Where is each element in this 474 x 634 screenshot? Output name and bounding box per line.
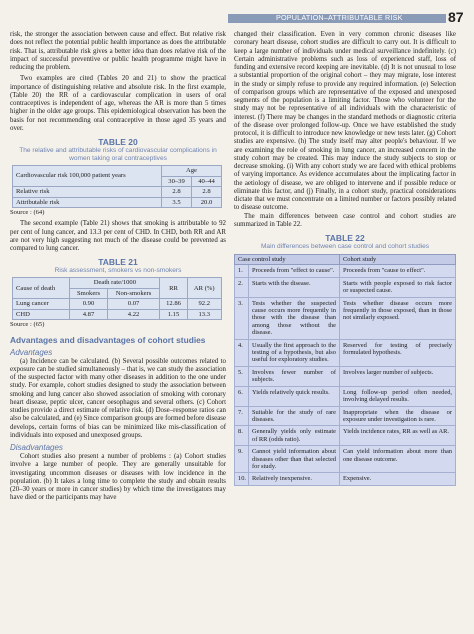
table-row bbox=[13, 166, 222, 177]
table-header: Death rate/1000 bbox=[70, 278, 160, 289]
paragraph: Two examples are cited (Tables 20 and 21) to show the practical importance of distinguishing relative and absolute risk. In the first example, (Table 20) the RR of a cardiovascular complication in users of oral contraceptives is independent of age, whereas the AR is more than 5 times higher in the older age groups. This epidemiological observation has been the basis for not recommending oral contraceptive in those aged 35 years and over. bbox=[10, 75, 226, 132]
table-row bbox=[13, 309, 222, 320]
table-cell: Tests whether the suspected cause occurs more frequently in those with the disease than among those without the disease. bbox=[249, 297, 340, 339]
running-header bbox=[0, 0, 474, 26]
table-20-source: Source : (64) bbox=[10, 209, 45, 216]
table-cell: Starts with the disease. bbox=[249, 277, 340, 297]
table-21-caption: Risk assessment, smokers vs non-smokers bbox=[54, 267, 182, 275]
table-row bbox=[13, 278, 222, 289]
table-cell: Suitable for the study of rare diseases. bbox=[249, 406, 340, 426]
table-20-caption: The relative and attributable risks of cardiovascular complications in women taking oral contraceptives bbox=[19, 147, 217, 162]
table-cell: Attributable risk bbox=[13, 197, 162, 208]
table-cell: 20.0 bbox=[192, 197, 222, 208]
table-22-caption: Main differences between case control and cohort studies bbox=[260, 243, 430, 250]
table-header: 30–39 bbox=[162, 176, 192, 187]
table-cell: Expensive. bbox=[340, 473, 456, 485]
row-number: 3. bbox=[235, 297, 249, 339]
table-cell: Proceeds from "cause to effect". bbox=[340, 265, 456, 277]
table-cell: 4.87 bbox=[70, 309, 107, 320]
table-21-title: TABLE 21 bbox=[98, 257, 138, 268]
table-header: Cause of death bbox=[13, 278, 70, 299]
table-20 bbox=[12, 165, 222, 208]
table-header: Smokers bbox=[70, 288, 107, 299]
table-row bbox=[13, 197, 222, 208]
table-row bbox=[13, 187, 222, 198]
table-cell: Lung cancer bbox=[13, 299, 70, 310]
table-header: 40–44 bbox=[192, 176, 222, 187]
table-cell: 0.07 bbox=[107, 299, 160, 310]
table-cell: Long follow-up period often needed, involving delayed results. bbox=[340, 386, 456, 406]
table-cell: Can yield information about more than one disease outcome. bbox=[340, 446, 456, 473]
table-20-title: TABLE 20 bbox=[98, 137, 138, 147]
table-row bbox=[235, 446, 456, 473]
table-header: Age bbox=[162, 166, 222, 177]
table-header: AR (%) bbox=[187, 278, 221, 299]
table-row bbox=[235, 255, 456, 265]
table-cell: CHD bbox=[13, 309, 70, 320]
table-cell: 0.90 bbox=[70, 299, 107, 310]
paragraph: risk, the stronger the association between cause and effect. But relative risk does not reflect the potential public health importance as does the attributable risk. That is, attributable risk gives a better idea than does relative risk of the impact of successful preventive or public health programme might have in reducing the problem. bbox=[10, 31, 226, 71]
row-number: 7. bbox=[235, 406, 249, 426]
row-number: 5. bbox=[235, 366, 249, 386]
row-number: 2. bbox=[235, 277, 249, 297]
table-header: RR bbox=[160, 278, 187, 299]
table-cell: Cardiovascular risk 100,000 patient years bbox=[13, 166, 162, 187]
table-22-title: TABLE 22 bbox=[325, 233, 365, 243]
table-cell: Generally yields only estimate of RR (odds ratio). bbox=[249, 426, 340, 446]
table-header: Cohort study bbox=[340, 255, 456, 265]
table-cell: Usually the first approach to the testing of a hypothesis, but also useful for exploratory studies. bbox=[249, 339, 340, 366]
table-cell: Involves fewer number of subjects. bbox=[249, 366, 340, 386]
table-row bbox=[235, 366, 456, 386]
table-row bbox=[235, 277, 456, 297]
paragraph: changed their classification. Even in very common chronic diseases like coronary heart disease, cohort studies are difficult to carry out. It is difficult to keep a large number of individuals under medical surveillance indefinitely. (c) Certain administrative problems such as loss of experienced staff, loss of funding and extensive record keeping are inevitable. (d) It is not unusual to lose a substantial proportion of the original cohort – they may migrate, lose interest in the study or simply refuse to provide any required information. (e) Selection of comparison groups which are representative of the exposed and unexposed segments of the population is a limiting factor. Those who volunteer for the study may not be representative of all individuals with the characteristic of interest. (f) There may be changes in the standard methods or diagnostic criteria of the disease over prolonged follow-up. Once we have established the study protocol, it is difficult to introduce new knowledge or new tests later. (g) Cohort studies are expensive. (h) The study itself may alter people's behaviour. If we are examining the role of smoking in lung cancer, an increased concern in the study cohort may be created. This may induce the study subjects to stop or decrease smoking. (i) With any cohort study we are faced with ethical problems of varying importance. As evidence accumulates about the implicating factor in the aetiology of disease, we are obliged to intervene and if possible reduce or eliminate this factor, and (j) Finally, in a cohort study, practical considerations dictate that we must concentrate on a limited number or factors possibly related to disease outcome. bbox=[234, 31, 456, 212]
table-cell: Yields incidence rates, RR as well as AR. bbox=[340, 426, 456, 446]
subheading-disadvantages: Disadvantages bbox=[10, 443, 63, 452]
paragraph: Cohort studies also present a number of problems : (a) Cohort studies involve a large number of people. They are generally unsuitable for investigating uncommon diseases or diseases with low incidence in the population. (b) It takes a long time to complete the study and obtain results (20–30 years or more in cancer studies) by which time the investigators may have died or the participants may have bbox=[10, 453, 226, 502]
table-header: Non-smokers bbox=[107, 288, 160, 299]
row-number: 9. bbox=[235, 446, 249, 473]
table-cell: Relatively inexpensive. bbox=[249, 473, 340, 485]
row-number: 1. bbox=[235, 265, 249, 277]
row-number: 10. bbox=[235, 473, 249, 485]
table-cell: Involves larger number of subjects. bbox=[340, 366, 456, 386]
header-title: POPULATION–ATTRIBUTABLE RISK bbox=[276, 13, 403, 22]
table-cell: Cannot yield information about diseases other than that selected for study. bbox=[249, 446, 340, 473]
paragraph: The main differences between case control and cohort studies are summarized in Table 22. bbox=[234, 212, 456, 228]
table-row bbox=[235, 406, 456, 426]
table-22 bbox=[234, 254, 456, 486]
table-cell: 3.5 bbox=[162, 197, 192, 208]
table-header: Case control study bbox=[235, 255, 340, 265]
table-row bbox=[235, 473, 456, 485]
table-cell: Yields relatively quick results. bbox=[249, 386, 340, 406]
table-cell: Relative risk bbox=[13, 187, 162, 198]
table-row bbox=[235, 339, 456, 366]
table-cell: Proceeds from "effect to cause". bbox=[249, 265, 340, 277]
table-cell: 2.8 bbox=[162, 187, 192, 198]
table-cell: 12.86 bbox=[160, 299, 187, 310]
table-row bbox=[235, 386, 456, 406]
right-column bbox=[234, 31, 456, 486]
paragraph: The second example (Table 21) shows that smoking is attributable to 92 per cent of lung cancer, and 13.3 per cent of CHD. In CHD, both RR and AR are not very high suggesting not much of the disease could be prevented as compared to lung cancer. bbox=[10, 220, 226, 252]
table-cell: Reserved for testing of precisely formulated hypothesis. bbox=[340, 339, 456, 366]
page-number: 87 bbox=[448, 9, 464, 25]
table-row bbox=[235, 426, 456, 446]
table-21-source: Source : (65) bbox=[10, 321, 45, 329]
table-cell: Tests whether disease occurs more frequently in those exposed, than in those not similarly exposed. bbox=[340, 297, 456, 339]
left-column bbox=[10, 31, 226, 503]
subheading-advantages: Advantages bbox=[10, 347, 53, 357]
row-number: 8. bbox=[235, 426, 249, 446]
table-row bbox=[235, 265, 456, 277]
table-cell: 4.22 bbox=[107, 309, 160, 320]
table-cell: Inappropriate when the disease or exposure under investigation is rare. bbox=[340, 406, 456, 426]
row-number: 4. bbox=[235, 339, 249, 366]
table-cell: 92.2 bbox=[187, 299, 221, 310]
table-cell: 1.15 bbox=[160, 309, 187, 320]
paragraph: (a) Incidence can be calculated. (b) Several possible outcomes related to exposure can be studied simultaneously – that is, we can study the association of the suspected factor with many other diseases in addition to the one under study. For example, cohort studies designed to study the association between smoking and lung cancer also showed association of smoking with coronary heart disease, peptic ulcer, cancer oesophagus and several others. (c) Cohort studies provide a direct estimate of relative risk. (d) Dose–response ratios can also be calculated, and (e) Since comparison groups are formed before disease develops, certain forms of bias can be minimized like mis-classification of individuals into exposed and unexposed groups. bbox=[10, 357, 226, 439]
row-number: 6. bbox=[235, 386, 249, 406]
table-cell: 2.8 bbox=[192, 187, 222, 198]
table-row bbox=[235, 297, 456, 339]
table-cell: Starts with people exposed to risk factor or suspected cause. bbox=[340, 277, 456, 297]
section-heading: Advantages and disadvantages of cohort studies bbox=[10, 334, 206, 345]
table-cell: 13.3 bbox=[187, 309, 221, 320]
table-21 bbox=[12, 277, 222, 320]
table-row bbox=[13, 299, 222, 310]
